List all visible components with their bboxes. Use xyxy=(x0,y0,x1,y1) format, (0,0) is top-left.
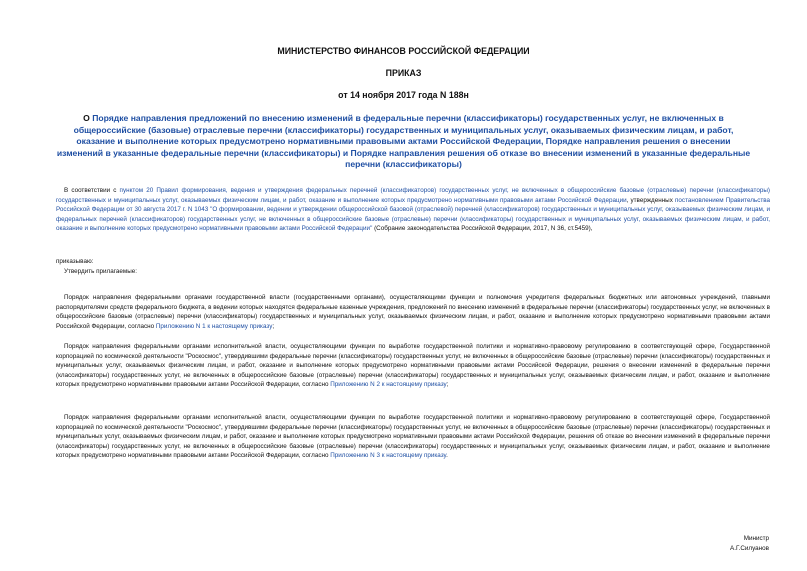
document-date-number: от 14 ноября 2017 года N 188н xyxy=(338,90,469,100)
procedure-3-paragraph xyxy=(56,413,770,461)
preamble-text-3: (Собрание законодательства Российской Федерации, 2017, N 36, ст.5459), xyxy=(372,225,593,233)
approve-line: Утвердить прилагаемые: xyxy=(64,268,137,275)
procedure-2-end: ; xyxy=(446,381,449,389)
preamble-paragraph xyxy=(56,186,770,234)
signature-block xyxy=(730,534,769,554)
appendix-1-link[interactable]: Приложению N 1 к настоящему приказу xyxy=(155,322,273,330)
procedure-3-end: . xyxy=(446,452,448,460)
preamble-text-2: , утвержденных xyxy=(626,196,676,204)
procedure-3-text: Порядок направления федеральными органами исполнительной власти, осуществляющими функции по выработке государственной политики и нормативно-правовому регулированию в соответствующей сфере, Государственной корпорацией по космической деятельности "Роскосмос", утвердившими федеральные перечни (классификаторы) государственных услуг, не включенных в общероссийские базовые (отраслевые) перечни (классификаторы) государственных и муниципальных услуг, оказываемых физическим лицам, и работ, оказание и выполнение которых предусмотрено нормативными правовыми актами Российской Федерации, решения об отказе во внесении изменений в федеральные перечни (классификаторы) государственных услуг, не включенных в общероссийские базовые (отраслевые) перечни (классификаторы) государственных и муниципальных услуг, оказываемых физическим лицам, и работ, оказание и выполнение которых предусмотрено нормативными правовыми актами Российской Федерации, согласно xyxy=(56,414,770,460)
document-type: ПРИКАЗ xyxy=(385,68,422,78)
ministry-name: МИНИСТЕРСТВО ФИНАНСОВ РОССИЙСКОЙ ФЕДЕРАЦИИ xyxy=(277,46,530,56)
procedure-1-text: Порядок направления федеральными органами государственной власти (государственными органами), осуществляющими функции и полномочия учредителя федеральных бюджетных или автономных учреждений, главными распорядителями средств федерального бюджета, в ведении которых находятся федеральные казенные учреждения, предложений по внесению изменений в федеральные перечни (классификаторы) государственных услуг, не включенных в общероссийские базовые (отраслевые) перечни (классификаторы) государственных и муниципальных услуг, оказываемых физическим лицам, и работ, оказание и выполнение которых предусмотрено нормативными правовыми актами Российской Федерации, согласно xyxy=(56,294,770,330)
title-prefix: О xyxy=(83,113,93,123)
procedure-1-paragraph xyxy=(56,293,770,331)
document-title xyxy=(56,113,751,171)
procedure-2-text: Порядок направления федеральными органами исполнительной власти, осуществляющими функции по выработке государственной политики и нормативно-правовому регулированию в соответствующей сфере, Государственной корпорацией по космической деятельности "Роскосмос", утвердившими федеральные перечни (классификаторы) государственных услуг, не включенных в общероссийские базовые (отраслевые) перечни (классификаторы) государственных и муниципальных услуг, оказываемых физическим лицам, и работ, оказание и выполнение которых предусмотрено нормативными правовыми актами Российской Федерации, решения о внесении изменений в федеральные перечни (классификаторы) государственных услуг, не включенных в общероссийские базовые (отраслевые) перечни (классификаторы) государственных и муниципальных услуг, оказываемых физическим лицам, и работ, оказание и выполнение которых предусмотрено нормативными правовыми актами Российской Федерации, согласно xyxy=(56,343,770,389)
signer-position: Министр xyxy=(743,535,769,542)
preamble-text-1: В соответствии с xyxy=(64,187,120,194)
rules-link[interactable]: пунктом 20 Правил формирования, ведения и утверждения федеральных перечней (классификаторов) государственных услуг, не включенных в общероссийские базовые (отраслевые) перечни (классификаторы) государственных и муниципальных услуг, оказываемых физическим лицам, и работ, оказание и выполнение которых предусмотрено нормативными правовыми актами Российской Федерации xyxy=(56,187,770,204)
procedure-2-paragraph xyxy=(56,342,770,390)
appendix-2-link[interactable]: Приложению N 2 к настоящему приказу xyxy=(330,381,447,389)
order-word: приказываю: xyxy=(56,258,94,265)
resolution-link[interactable]: постановлением Правительства Российской Федерации от 30 августа 2017 г. N 1043 "О формировании, ведении и утверждении общероссийской базовой (отраслевой) перечней (классификаторов) государственных и муниципальных услуг, оказываемых физическим лицам, и федеральных перечней (классификаторов) государственных услуг, не включенных в общероссийские базовые (отраслевые) перечни (классификаторы) государственных и муниципальных услуг, оказываемых физическим лицам, и работ, оказание и выполнение которых предусмотрено нормативными правовыми актами Российской Федерации" xyxy=(56,196,770,233)
procedure-1-end: ; xyxy=(272,322,275,330)
signer-name: А.Г.Силуанов xyxy=(730,545,769,552)
title-link[interactable]: Порядке направления предложений по внесению изменений в федеральные перечни (классификаторы) государственных услуг, не включенных в общероссийские (базовые) отраслевые перечни (классификаторы) государственных и муниципальных услуг, оказываемых физическим лицам, и работ, оказание и выполнение которых предусмотрено нормативными правовыми актами Российской Федерации, Порядке направления решения о внесении изменений в указанные федеральные перечни (классификаторы) и Порядке направления решения об отказе во внесении изменений в указанные федеральные перечни (классификаторы) xyxy=(56,113,751,170)
appendix-3-link[interactable]: Приложению N 3 к настоящему приказу xyxy=(330,452,447,460)
